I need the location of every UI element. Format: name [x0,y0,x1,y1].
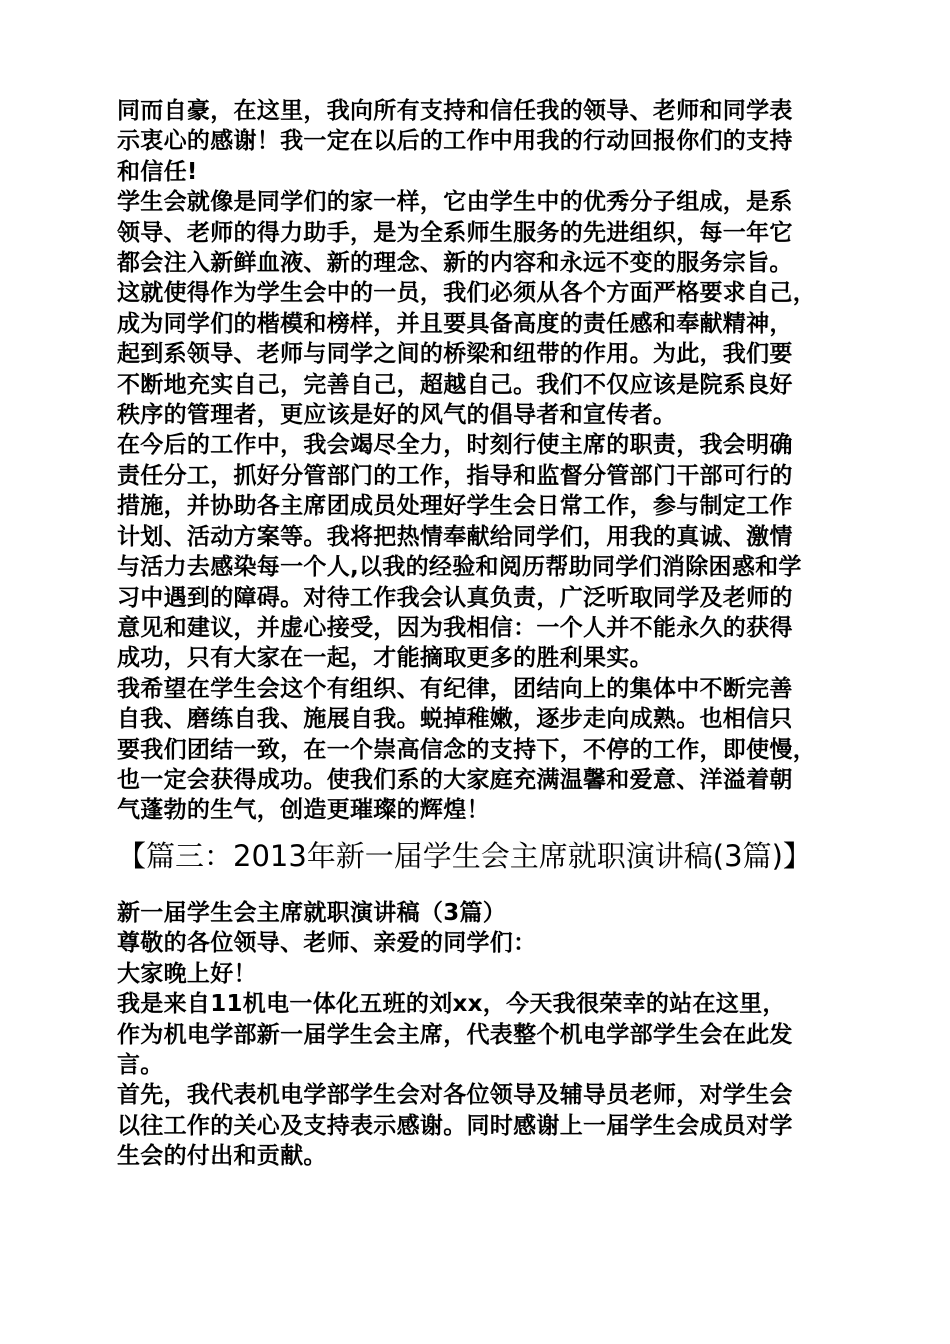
text-line: 这就使得作为学生会中的一员，我们必须从各个方面严格要求自己， [117,280,816,307]
text-line: 也一定会获得成功。使我们系的大家庭充满温馨和爱意、洋溢着朝 [117,766,793,793]
text-line: 言。 [117,1052,164,1079]
text-line: 意见和建议，并虚心接受，因为我相信：一个人并不能永久的获得 [117,614,793,641]
text-line: 成功，只有大家在一起，才能摘取更多的胜利果实。 [117,645,653,672]
text-line: 示衷心的感谢！我一定在以后的工作中用我的行动回报你们的支持 [117,128,793,155]
greeting-line [117,959,827,989]
paragraph-student-union-role [117,187,827,430]
paragraph-self-intro [117,989,827,1080]
text-line: 生会的付出和贡献。 [117,1143,327,1170]
paragraph-gratitude [117,1080,827,1171]
text-line: 措施，并协助各主席团成员处理好学生会日常工作，参与制定工作 [117,493,793,520]
text-line: 要我们团结一致，在一个崇高信念的支持下，不停的工作，即使慢， [117,736,816,763]
paragraph-hope [117,674,827,826]
speech-continuation-block [117,96,827,826]
text-line: 不断地充实自己，完善自己，超越自己。我们不仅应该是院系良好 [117,371,793,398]
salutation-line [117,928,827,958]
text-line: 首先，我代表机电学部学生会对各位领导及辅导员老师，对学生会 [117,1082,793,1109]
text-line: 学生会就像是同学们的家一样，它由学生中的优秀分子组成，是系 [117,189,793,216]
text-line: 在今后的工作中，我会竭尽全力，时刻行使主席的职责，我会明确 [117,432,793,459]
paragraph-future-work [117,430,827,673]
text-line: 气蓬勃的生气，创造更璀璨的辉煌！ [117,797,490,824]
text-line: 我是来自11机电一体化五班的刘xx，今天我很荣幸的站在这里， [117,991,786,1018]
text-line: 起到系领导、老师与同学之间的桥梁和纽带的作用。为此，我们要 [117,341,793,368]
paragraph-thanks [117,96,827,187]
text-line: 大家晚上好！ [117,960,257,987]
text-line: 我希望在学生会这个有组织、有纪律，团结向上的集体中不断完善 [117,675,793,702]
text-line: 作为机电学部新一届学生会主席，代表整个机电学部学生会在此发 [117,1021,793,1048]
speech-title-line [117,898,827,928]
text-line: 新一届学生会主席就职演讲稿（3篇） [117,900,507,926]
text-line: 同而自豪，在这里，我向所有支持和信任我的领导、老师和同学表 [117,98,793,124]
text-line: 都会注入新鲜血液、新的理念、新的内容和永远不变的服务宗旨。 [117,250,793,277]
text-line: 成为同学们的楷模和榜样，并且要具备高度的责任感和奉献精神， [117,310,793,337]
text-line: 自我、磨练自我、施展自我。蜕掉稚嫩，逐步走向成熟。也相信只 [117,706,793,733]
text-line: 计划、活动方案等。我将把热情奉献给同学们，用我的真诚、激情 [117,523,793,550]
text-line: 领导、老师的得力助手，是为全系师生服务的先进组织，每一年它 [117,219,793,246]
text-line: 习中遇到的障碍。对待工作我会认真负责，广泛听取同学及老师的 [117,584,793,611]
text-line: 责任分工，抓好分管部门的工作，指导和监督分管部门干部可行的 [117,462,793,489]
section-heading: 【篇三：2013年新一届学生会主席就职演讲稿(3篇)】 [117,839,812,873]
text-line: 与活力去感染每一个人,以我的经验和阅历帮助同学们消除困惑和学 [117,554,802,581]
new-speech-block [117,898,827,1172]
text-line: 以往工作的关心及支持表示感谢。同时感谢上一届学生会成员对学 [117,1112,793,1139]
text-line: 秩序的管理者，更应该是好的风气的倡导者和宣传者。 [117,402,677,429]
text-line: 尊敬的各位领导、老师、亲爱的同学们： [117,930,537,957]
text-line: 和信任! [117,158,198,185]
